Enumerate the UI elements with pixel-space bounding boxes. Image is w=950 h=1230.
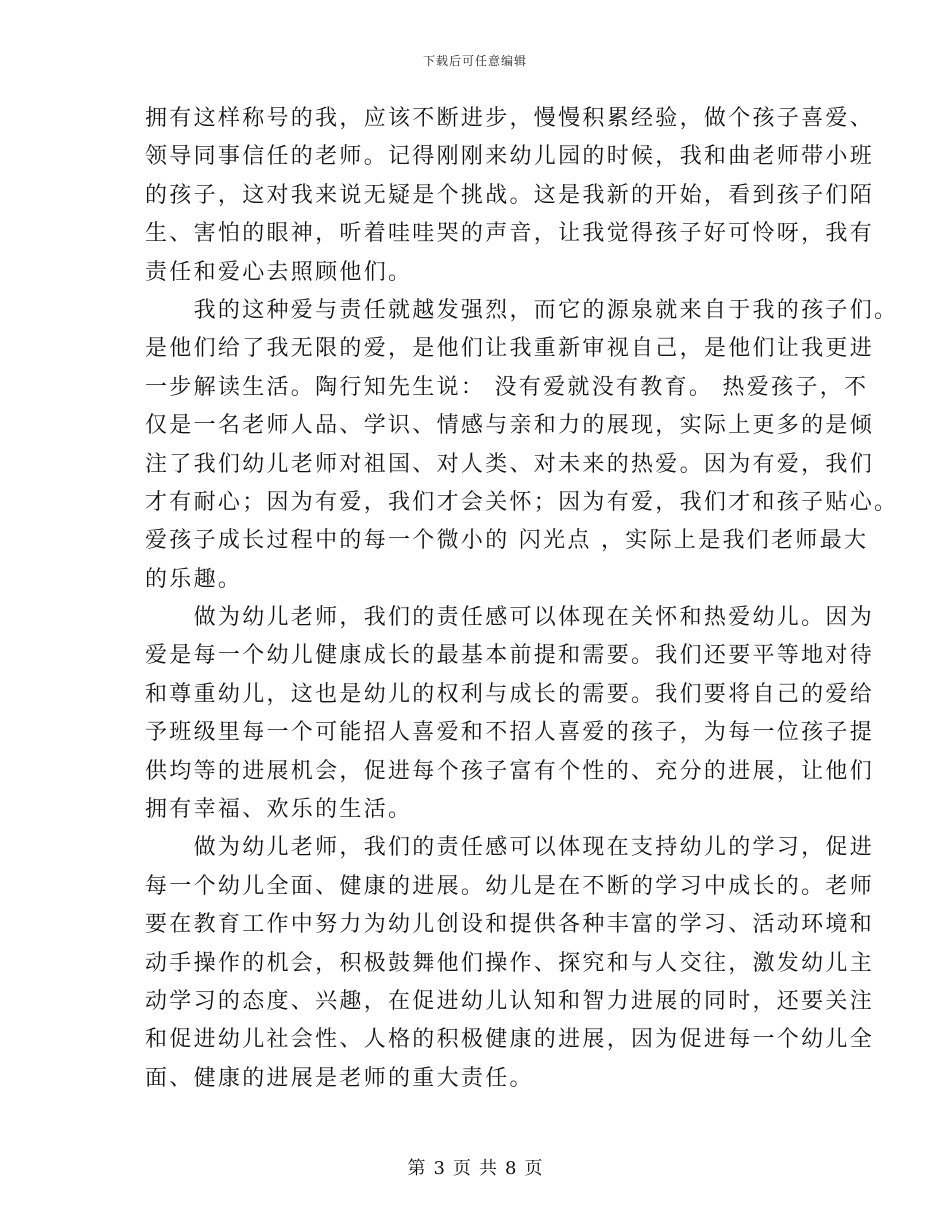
- text-line: 动学习的态度、兴趣，在促进幼儿认知和智力进展的同时，还要关注: [145, 988, 875, 1014]
- text-line: 爱是每一个幼儿健康成长的最基本前提和需要。我们还要平等地对待: [145, 643, 875, 669]
- text-line: 做为幼儿老师，我们的责任感可以体现在支持幼儿的学习，促进: [145, 835, 875, 861]
- text-line: 供均等的进展机会，促进每个孩子富有个性的、充分的进展，让他们: [145, 758, 875, 784]
- text-line: 生、害怕的眼神，听着哇哇哭的声音，让我觉得孩子好可怜呀，我有: [145, 221, 875, 247]
- text-line: 的孩子，这对我来说无疑是个挑战。这是我新的开始，看到孩子们陌: [145, 182, 875, 208]
- text-line: 领导同事信任的老师。记得刚刚来幼儿园的时候，我和曲老师带小班: [145, 144, 875, 170]
- footer-prefix: 第: [407, 1158, 426, 1179]
- text-line: 的乐趣。: [145, 566, 243, 592]
- footer-middle: 页: [453, 1158, 471, 1179]
- text-line: 做为幼儿老师，我们的责任感可以体现在关怀和热爱幼儿。因为: [145, 605, 875, 631]
- text-line: 一步解读生活。陶行知先生说： 没有爱就没有教育。 热爱孩子，不: [145, 374, 869, 400]
- text-line: 才有耐心；因为有爱，我们才会关怀；因为有爱，我们才和孩子贴心。: [145, 489, 899, 515]
- text-line: 面、健康的进展是老师的重大责任。: [145, 1065, 534, 1091]
- text-line: 责任和爱心去照顾他们。: [145, 259, 413, 285]
- total-pages: 8: [505, 1158, 517, 1179]
- text-line: 注了我们幼儿老师对祖国、对人类、对未来的热爱。因为有爱，我们: [145, 451, 875, 477]
- page-header: 下载后可任意编辑: [422, 54, 527, 68]
- text-line: 我的这种爱与责任就越发强烈，而它的源泉就来自于我的孩子们。: [145, 297, 899, 323]
- text-line: 和尊重幼儿，这也是幼儿的权利与成长的需要。我们要将自己的爱给: [145, 681, 875, 707]
- text-line: 和促进幼儿社会性、人格的积极健康的进展，因为促进每一个幼儿全: [145, 1027, 875, 1053]
- footer-gong: 共: [479, 1158, 497, 1179]
- page-footer: [0, 1154, 950, 1180]
- text-line: 拥有幸福、欢乐的生活。: [145, 797, 413, 823]
- text-line: 是他们给了我无限的爱，是他们让我重新审视自己，是他们让我更进: [145, 336, 875, 362]
- text-line: 予班级里每一个可能招人喜爱和不招人喜爱的孩子，为每一位孩子提: [145, 720, 875, 746]
- text-line: 拥有这样称号的我，应该不断进步，慢慢积累经验，做个孩子喜爱、: [145, 106, 875, 131]
- text-line: 仅是一名老师人品、学识、情感与亲和力的展现，实际上更多的是倾: [145, 413, 875, 439]
- page-number: 3: [433, 1158, 445, 1179]
- text-line: 动手操作的机会，积极鼓舞他们操作、探究和与人交往，激发幼儿主: [145, 950, 875, 976]
- document-body: [145, 100, 899, 1098]
- text-line: 要在教育工作中努力为幼儿创设和提供各种丰富的学习、活动环境和: [145, 912, 875, 938]
- text-line: 爱孩子成长过程中的每一个微小的 闪光点 ，实际上是我们老师最大: [145, 528, 869, 554]
- text-line: 每一个幼儿全面、健康的进展。幼儿是在不断的学习中成长的。老师: [145, 873, 875, 899]
- footer-suffix: 页: [524, 1158, 543, 1179]
